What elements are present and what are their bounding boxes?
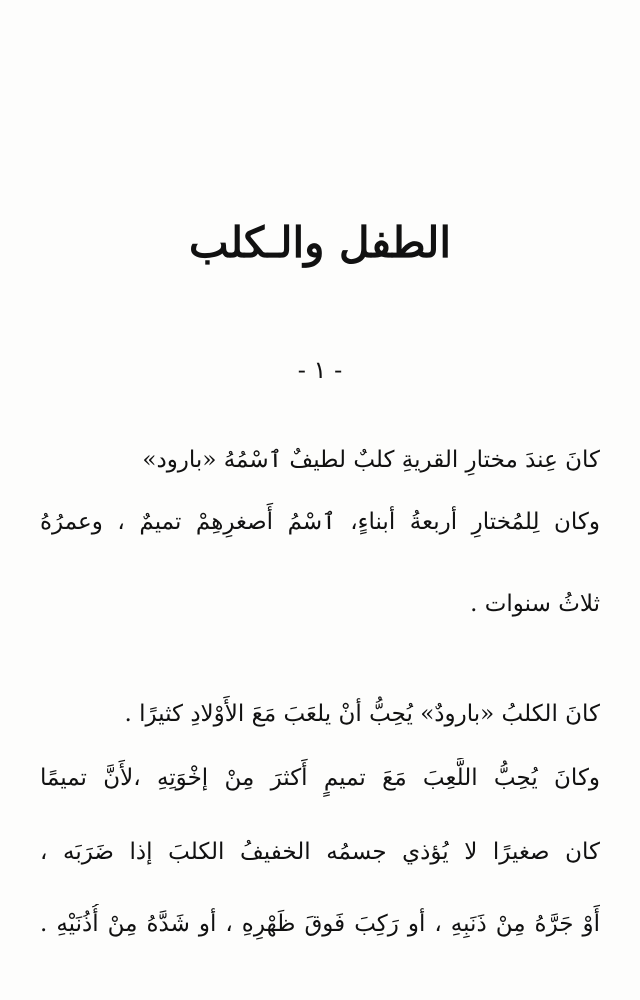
paragraph-1-line-3: ثلاثُ سنوات .	[470, 591, 600, 617]
section-number: - ١ -	[297, 356, 343, 384]
paragraph-1-line-1: كانَ عِندَ مختارِ القريةِ كلبٌ لطيفٌ ٱسْمُهُ «بارود»	[142, 447, 600, 473]
paragraph-2-line-1: كانَ الكلبُ «بارودٌ» يُحِبُّ أنْ يلعَبَ مَعَ الأَوْلادِ كثيرًا .	[124, 701, 600, 727]
paragraph-2-line-3: كان صغيرًا لا يُؤذي جسمُه الخفيفُ الكلبَ إذا ضَرَبَه ،	[40, 839, 600, 865]
paragraph-2-line-4: أَوْ جَرَّهُ مِنْ ذَنَبِهِ ، أو رَكِبَ فَوقَ ظَهْرِهِ ، أو شَدَّهُ مِنْ أُذُنَيْهِ .	[40, 911, 600, 937]
paragraph-1-line-2: وكان لِلمُختارِ أربعةُ أبناءٍ، ٱسْمُ أَصغرِهِمْ تميمٌ ، وعمرُهُ	[40, 509, 600, 535]
paragraph-2-line-2: وكانَ يُحِبُّ اللَّعِبَ مَعَ تميمٍ أَكثرَ مِنْ إخْوَتِهِ ،لأَنَّ تميمًا	[40, 765, 600, 791]
chapter-title: الطفل والـكلب	[189, 218, 451, 267]
